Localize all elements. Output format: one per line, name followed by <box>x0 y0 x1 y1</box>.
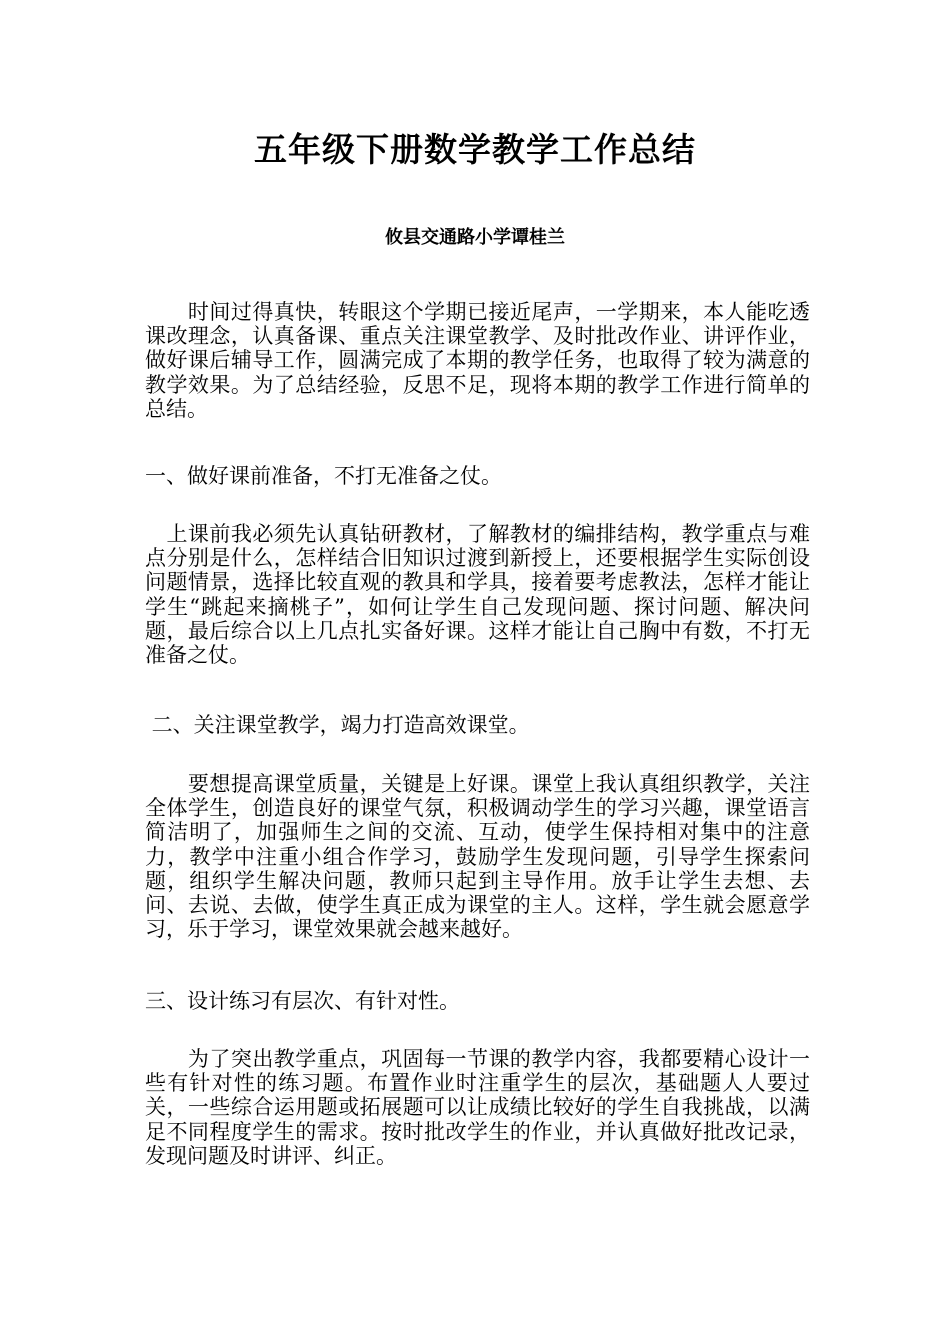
section-body-3: 为了突出教学重点，巩固每一节课的教学内容，我都要精心设计一些有针对性的练习题。布置作业时注重学生的层次，基础题人人要过关，一些综合运用题或拓展题可以让成绩比较好的学生自我挑战，以满足不同程度学生的需求。按时批改学生的作业，并认真做好批改记录，发现问题及时讲评、纠正。 <box>145 1047 810 1168</box>
document-title: 五年级下册数学教学工作总结 <box>254 130 696 169</box>
section-heading-3: 三、设计练习有层次、有针对性。 <box>145 989 460 1013</box>
intro-paragraph: 时间过得真快，转眼这个学期已接近尾声，一学期来，本人能吃透课改理念，认真备课、重点关注课堂教学、及时批改作业、讲评作业，做好课后辅导工作，圆满完成了本期的教学任务，也取得了较为满意的教学效果。为了总结经验，反思不足，现将本期的教学工作进行简单的总结。 <box>145 300 810 421</box>
section-heading-2: 二、关注课堂教学，竭力打造高效课堂。 <box>145 713 530 737</box>
document-author: 攸县交通路小学谭桂兰 <box>385 227 565 248</box>
section-heading-1: 一、做好课前准备，不打无准备之仗。 <box>145 464 502 488</box>
section-body-2: 要想提高课堂质量，关键是上好课。课堂上我认真组织教学，关注全体学生，创造良好的课堂气氛，积极调动学生的学习兴趣，课堂语言简洁明了，加强师生之间的交流、互动，使学生保持相对集中的注意力，教学中注重小组合作学习，鼓励学生发现问题，引导学生探索问题，组织学生解决问题，教师只起到主导作用。放手让学生去想、去问、去说、去做，使学生真正成为课堂的主人。这样，学生就会愿意学习，乐于学习，课堂效果就会越来越好。 <box>145 772 810 942</box>
section-body-1: 上课前我必须先认真钻研教材，了解教材的编排结构，教学重点与难点分别是什么，怎样结合旧知识过渡到新授上，还要根据学生实际创设问题情景，选择比较直观的教具和学具，接着要考虑教法，怎样才能让学生“跳起来摘桃子”，如何让学生自己发现问题、探讨问题、解决问题，最后综合以上几点扎实备好课。这样才能让自己胸中有数，不打无准备之仗。 <box>145 522 810 668</box>
